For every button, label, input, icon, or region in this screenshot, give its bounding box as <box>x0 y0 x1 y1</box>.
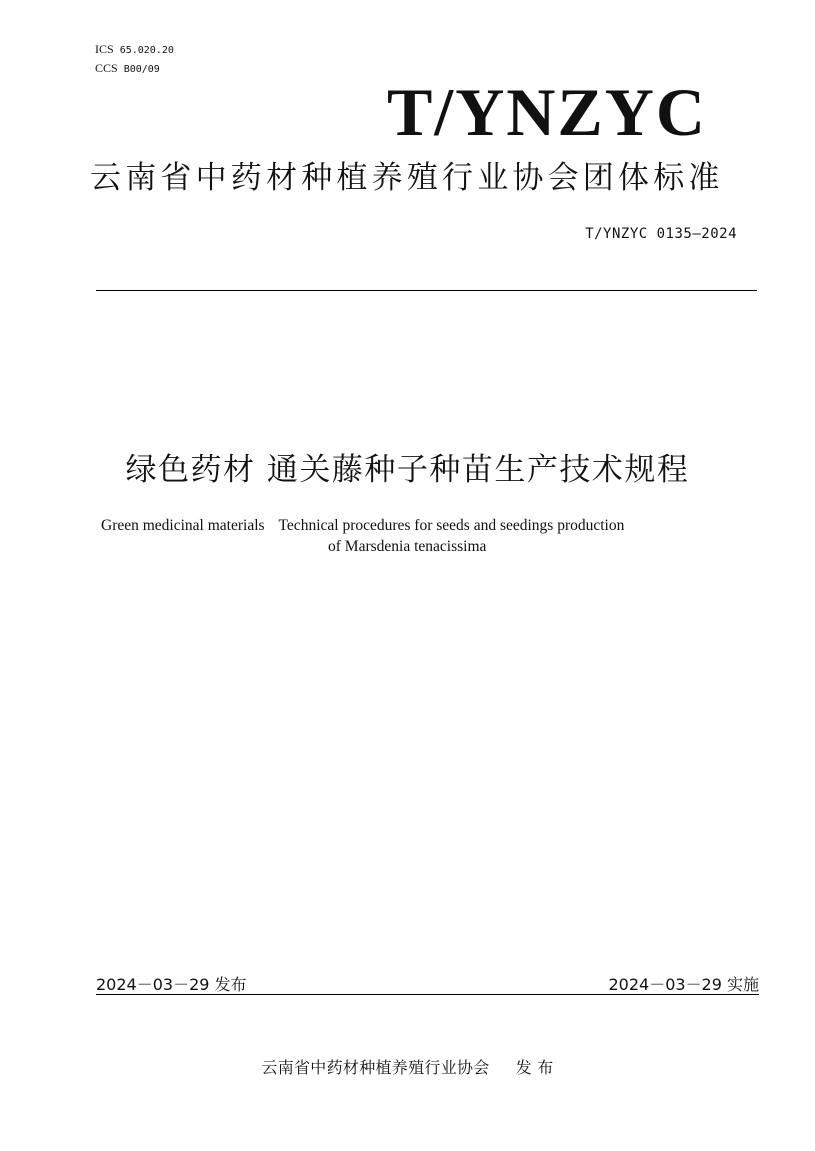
english-title-part2: Technical procedures for seeds and seedings production <box>278 517 625 534</box>
ics-value: 65.020.20 <box>119 45 174 56</box>
publisher-action: 发 布 <box>515 1058 554 1077</box>
ccs-code <box>95 61 160 76</box>
bottom-divider <box>96 994 759 995</box>
top-divider <box>96 290 757 291</box>
document-number: T/YNZYC 0135—2024 <box>585 226 737 242</box>
publisher-name: 云南省中药材种植养殖行业协会 <box>261 1058 490 1077</box>
implement-date: 2024－03－29 实施 <box>608 975 759 994</box>
english-title <box>101 515 781 557</box>
publish-date: 2024－03－29 发布 <box>96 975 247 994</box>
organization-title: 云南省中药材种植养殖行业协会团体标准 <box>90 160 724 196</box>
ccs-label: CCS <box>95 61 118 75</box>
standard-code: T/YNZYC <box>386 74 707 150</box>
ics-label: ICS <box>95 42 114 56</box>
ccs-value: B00/09 <box>123 64 160 75</box>
publisher <box>0 1055 815 1078</box>
english-title-part3: of Marsdenia tenacissima <box>328 538 487 555</box>
english-title-part1: Green medicinal materials <box>101 517 265 534</box>
ics-code <box>95 42 174 57</box>
chinese-title: 绿色药材 通关藤种子种苗生产技术规程 <box>125 452 690 488</box>
